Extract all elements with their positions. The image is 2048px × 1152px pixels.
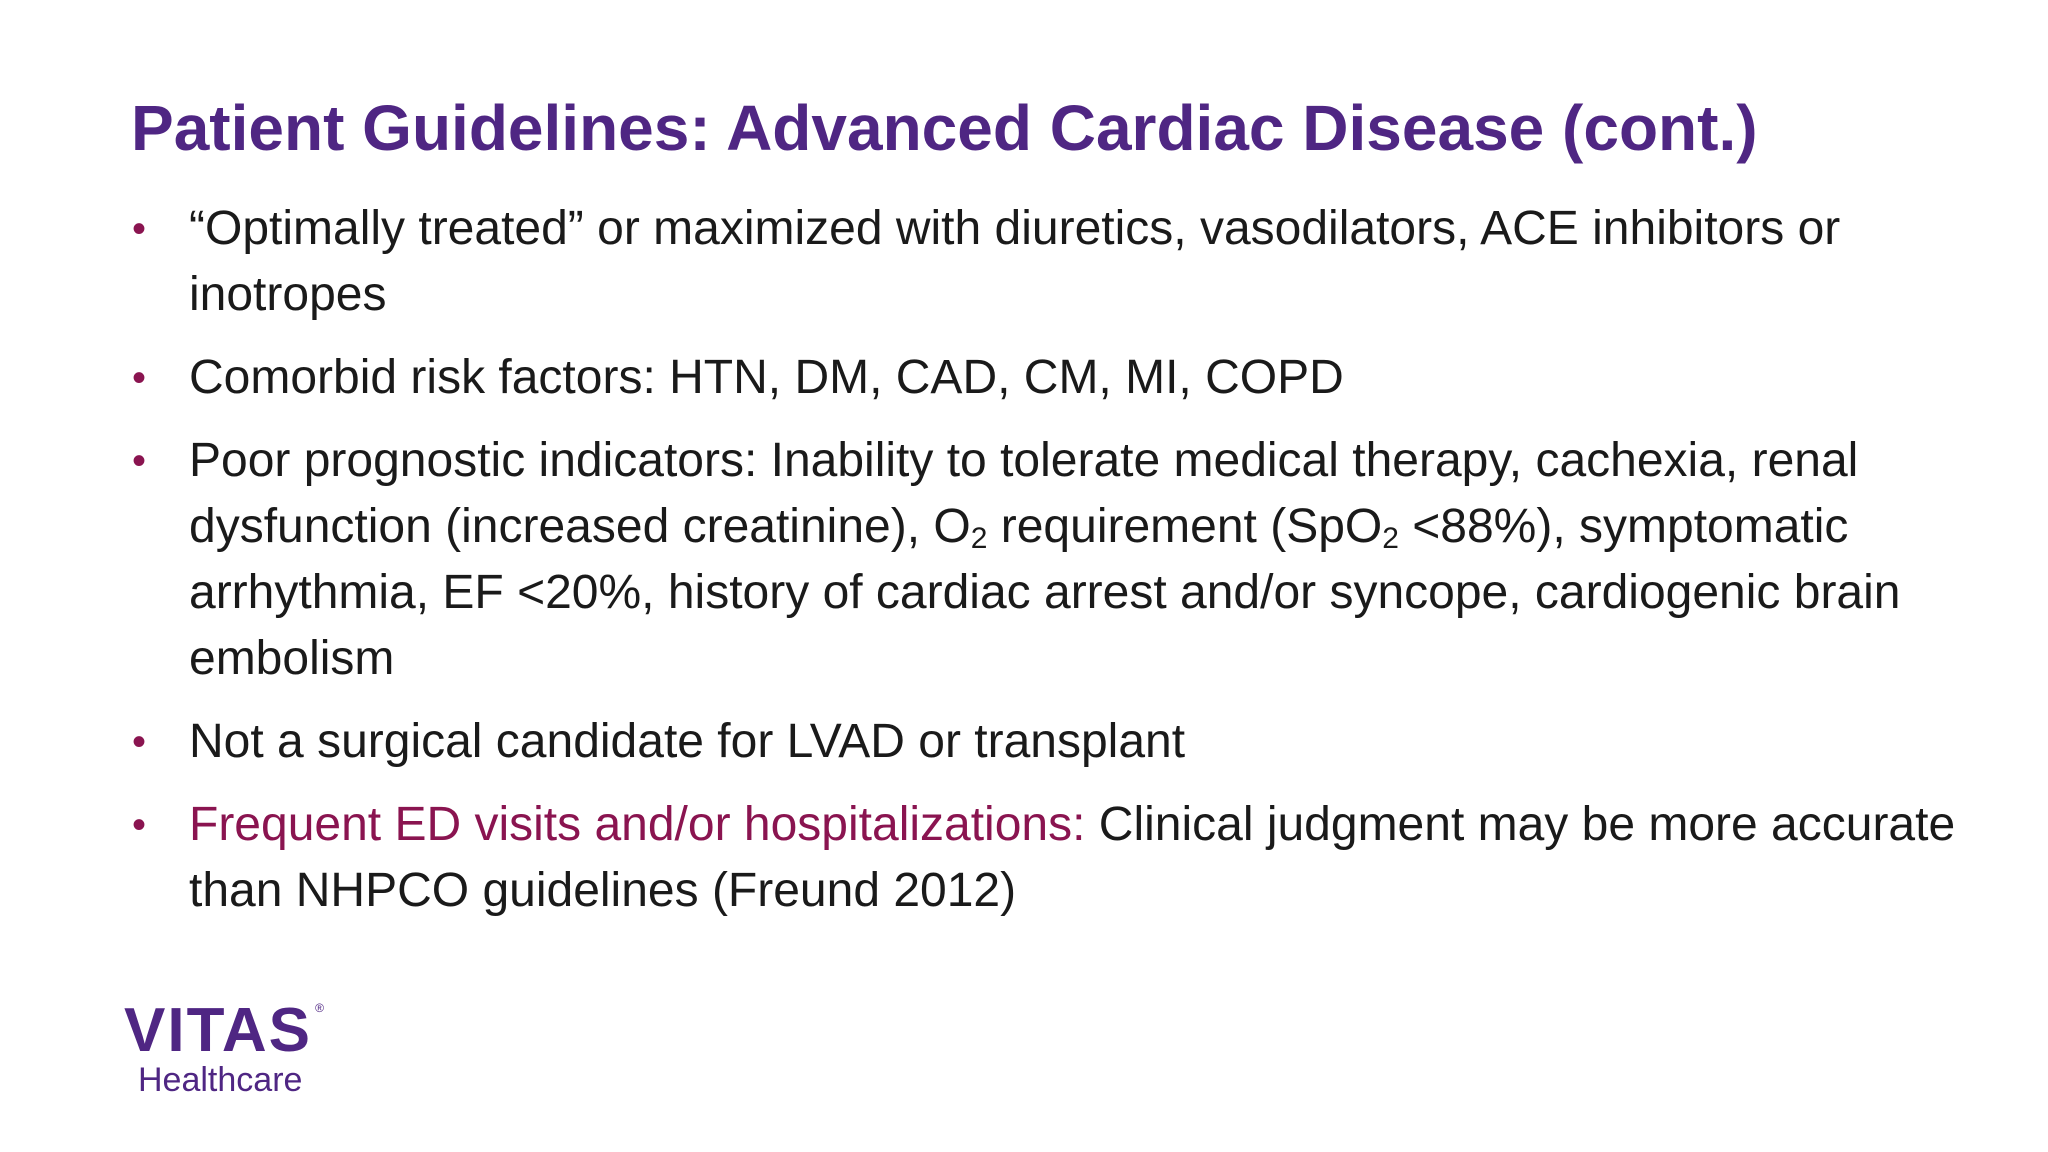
bullet-text: “Optimally treated” or maximized with diuretics, vasodilators, ACE inhibitors or inotropes [189, 202, 1841, 321]
bullet-item [132, 709, 1992, 775]
bullet-item [132, 196, 1992, 328]
slide-title: Patient Guidelines: Advanced Cardiac Disease (cont.) [131, 92, 1758, 164]
bullet-text [189, 798, 1955, 917]
bullet-marker: • [132, 356, 147, 400]
bullet-marker: • [132, 803, 147, 847]
subscript: 2 [970, 522, 988, 555]
vitas-logo [124, 996, 326, 1099]
bullet-text-part: Clinical judgment may be more accurate than NHPCO guidelines (Freund 2012) [189, 798, 1956, 917]
logo-wordmark-text: VITAS [124, 996, 312, 1065]
bullet-item [132, 345, 1992, 411]
bullet-text [189, 434, 1900, 685]
bullet-marker: • [132, 439, 147, 483]
bullet-highlight: Frequent ED visits and/or hospitalizations: [189, 798, 1086, 851]
registered-mark: ® [315, 1001, 326, 1015]
bullet-marker: • [132, 720, 147, 764]
subscript: 2 [1382, 522, 1399, 555]
logo-subtitle: Healthcare [138, 1061, 303, 1099]
bullet-text-part: Poor prognostic indicators: Inability to tolerate medical therapy, cachexia, renal dysfunction (increased creatinine), O [189, 434, 1859, 553]
bullet-text: Comorbid risk factors: HTN, DM, CAD, CM, MI, COPD [189, 351, 1344, 404]
bullet-item [132, 428, 1992, 692]
logo-wordmark [124, 996, 326, 1065]
bullet-text: Not a surgical candidate for LVAD or transplant [189, 715, 1186, 768]
bullet-marker: • [132, 207, 147, 251]
bullet-list [132, 196, 1992, 941]
bullet-text-part: requirement (SpO [987, 500, 1383, 553]
bullet-text-part: <88%), symptomatic arrhythmia, EF <20%, history of cardiac arrest and/or syncope, cardiogenic brain embolism [189, 500, 1901, 685]
bullet-item [132, 792, 1992, 924]
